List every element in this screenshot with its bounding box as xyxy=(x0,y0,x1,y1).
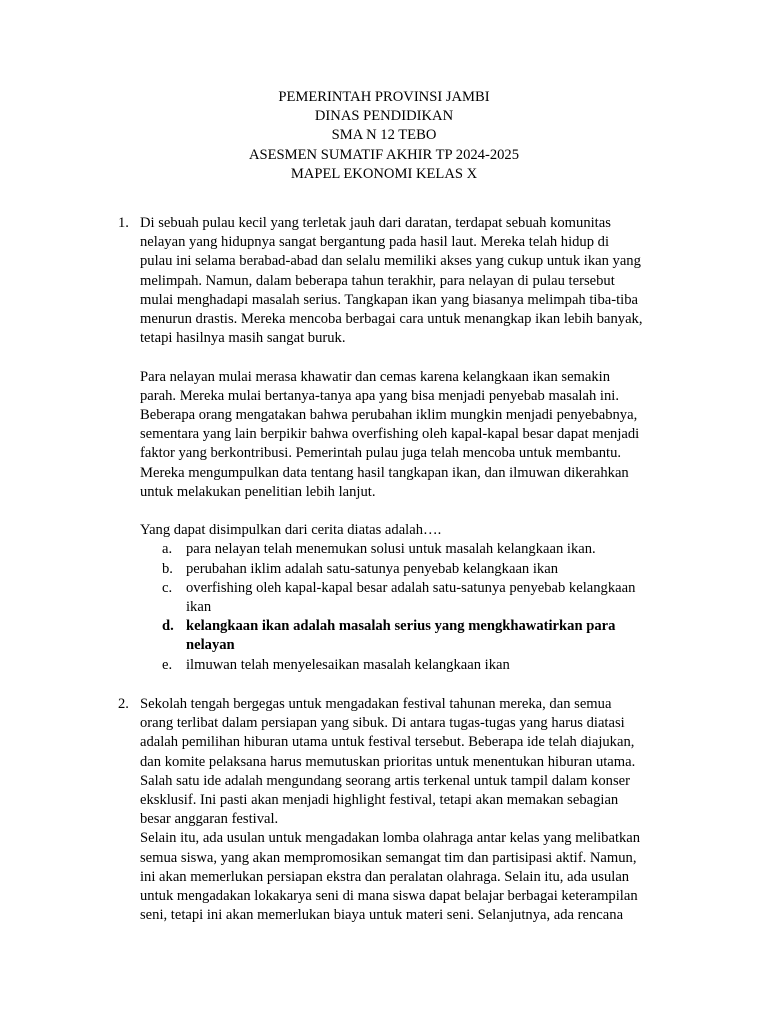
question-number: 2. xyxy=(118,696,129,712)
passage-line: melimpah. Namun, dalam beberapa tahun terakhir, para nelayan di pulau tersebut xyxy=(140,272,615,289)
option-letter: b. xyxy=(162,560,173,577)
option-letter: c. xyxy=(162,579,173,596)
header-agency: DINAS PENDIDIKAN xyxy=(314,108,454,125)
option-b[interactable] xyxy=(140,560,680,579)
passage-line: menurun drastis. Mereka mencoba berbagai cara untuk menangkap ikan lebih banyak, xyxy=(140,311,643,328)
question-body xyxy=(140,695,680,925)
option-e[interactable] xyxy=(140,656,680,675)
passage-line: sementara yang lain berpikir bahwa overfishing oleh kapal-kapal besar dapat menjadi xyxy=(140,426,640,443)
option-text: perubahan iklim adalah satu-satunya penyebab kelangkaan ikan xyxy=(186,560,558,577)
option-letter: e. xyxy=(162,656,173,673)
option-text: overfishing oleh kapal-kapal besar adalah satu-satunya penyebab kelangkaan xyxy=(186,579,636,596)
passage-line: seni, tetapi ini akan memerlukan biaya untuk materi seni. Selanjutnya, ada rencana xyxy=(140,907,624,924)
option-letter: a. xyxy=(162,541,173,558)
option-d-correct[interactable] xyxy=(140,617,680,655)
header-exam-title: ASESMEN SUMATIF AKHIR TP 2024-2025 xyxy=(248,146,520,163)
passage-line: semua siswa, yang akan mempromosikan semangat tim dan partisipasi aktif. Namun, xyxy=(140,849,637,866)
option-text: para nelayan telah menemukan solusi untuk masalah kelangkaan ikan. xyxy=(186,541,596,558)
passage-line: Selain itu, ada usulan untuk mengadakan lomba olahraga antar kelas yang melibatkan xyxy=(140,830,641,847)
passage-line: untuk melakukan penelitian lebih lanjut. xyxy=(140,483,376,500)
passage-line: Mereka mengumpulkan data tentang hasil tangkapan ikan, dan ilmuwan dikerahkan xyxy=(140,464,629,481)
passage-line: Sekolah tengah bergegas untuk mengadakan festival tahunan mereka, dan semua xyxy=(140,696,612,712)
passage-paragraph xyxy=(140,214,680,348)
passage-line: Beberapa orang mengatakan bahwa perubahan iklim mungkin menjadi penyebabnya, xyxy=(140,407,638,424)
option-a[interactable] xyxy=(140,540,680,559)
option-text: ilmuwan telah menyelesaikan masalah kelangkaan ikan xyxy=(186,656,510,673)
option-text: ikan xyxy=(186,599,212,616)
option-text: nelayan xyxy=(186,637,235,654)
answer-options xyxy=(140,540,680,674)
passage-line: tetapi hasilnya masih sangat buruk. xyxy=(140,330,346,347)
passage-line: besar anggaran festival. xyxy=(140,811,279,828)
passage-line: dan komite pelaksana harus memutuskan prioritas untuk menentukan hiburan utama. xyxy=(140,753,636,770)
option-letter: d. xyxy=(162,618,174,635)
passage-line: eksklusif. Ini pasti akan menjadi highlight festival, tetapi akan memakan sebagian xyxy=(140,792,619,809)
passage-line: Salah satu ide adalah mengundang seorang artis terkenal untuk tampil dalam konser xyxy=(140,772,630,789)
passage-paragraph xyxy=(140,368,680,502)
passage-line: mulai menghadapi masalah serius. Tangkapan ikan yang biasanya melimpah tiba-tiba xyxy=(140,291,638,308)
passage-line: Para nelayan mulai merasa khawatir dan cemas karena kelangkaan ikan semakin xyxy=(140,368,611,385)
option-c[interactable] xyxy=(140,579,680,617)
passage-line: orang terlibat dalam persiapan yang sibuk. Di antara tugas-tugas yang harus diatasi xyxy=(140,715,625,732)
passage-line: Di sebuah pulau kecil yang terletak jauh dari daratan, terdapat sebuah komunitas xyxy=(140,215,611,231)
option-text: kelangkaan ikan adalah masalah serius yang mengkhawatirkan para xyxy=(186,618,616,635)
question-body xyxy=(140,214,680,675)
passage-paragraph xyxy=(140,695,680,925)
document-header xyxy=(0,88,768,184)
question-prompt: Yang dapat disimpulkan dari cerita diatas adalah…. xyxy=(140,522,442,539)
question-number: 1. xyxy=(118,215,129,231)
header-subject: MAPEL EKONOMI KELAS X xyxy=(290,165,478,182)
passage-line: nelayan yang hidupnya sangat bergantung pada hasil laut. Mereka telah hidup di xyxy=(140,234,610,251)
header-government: PEMERINTAH PROVINSI JAMBI xyxy=(278,89,490,105)
passage-line: untuk mengadakan lokakarya seni di mana siswa dapat belajar berbagai keterampilan xyxy=(140,888,638,905)
passage-line: parah. Mereka mulai bertanya-tanya apa yang bisa menjadi penyebab masalah ini. xyxy=(140,387,619,404)
passage-line: ini akan memerlukan persiapan ekstra dan peralatan olahraga. Selain itu, ada usulan xyxy=(140,868,630,885)
passage-line: adalah pemilihan hiburan utama untuk festival tersebut. Beberapa ide telah diajukan, xyxy=(140,734,635,751)
passage-line: pulau ini selama berabad-abad dan selalu memiliki akses yang cukup untuk ikan yang xyxy=(140,253,641,270)
header-school: SMA N 12 TEBO xyxy=(331,127,437,144)
passage-line: faktor yang berkontribusi. Pemerintah pulau juga telah mencoba untuk membantu. xyxy=(140,445,622,462)
